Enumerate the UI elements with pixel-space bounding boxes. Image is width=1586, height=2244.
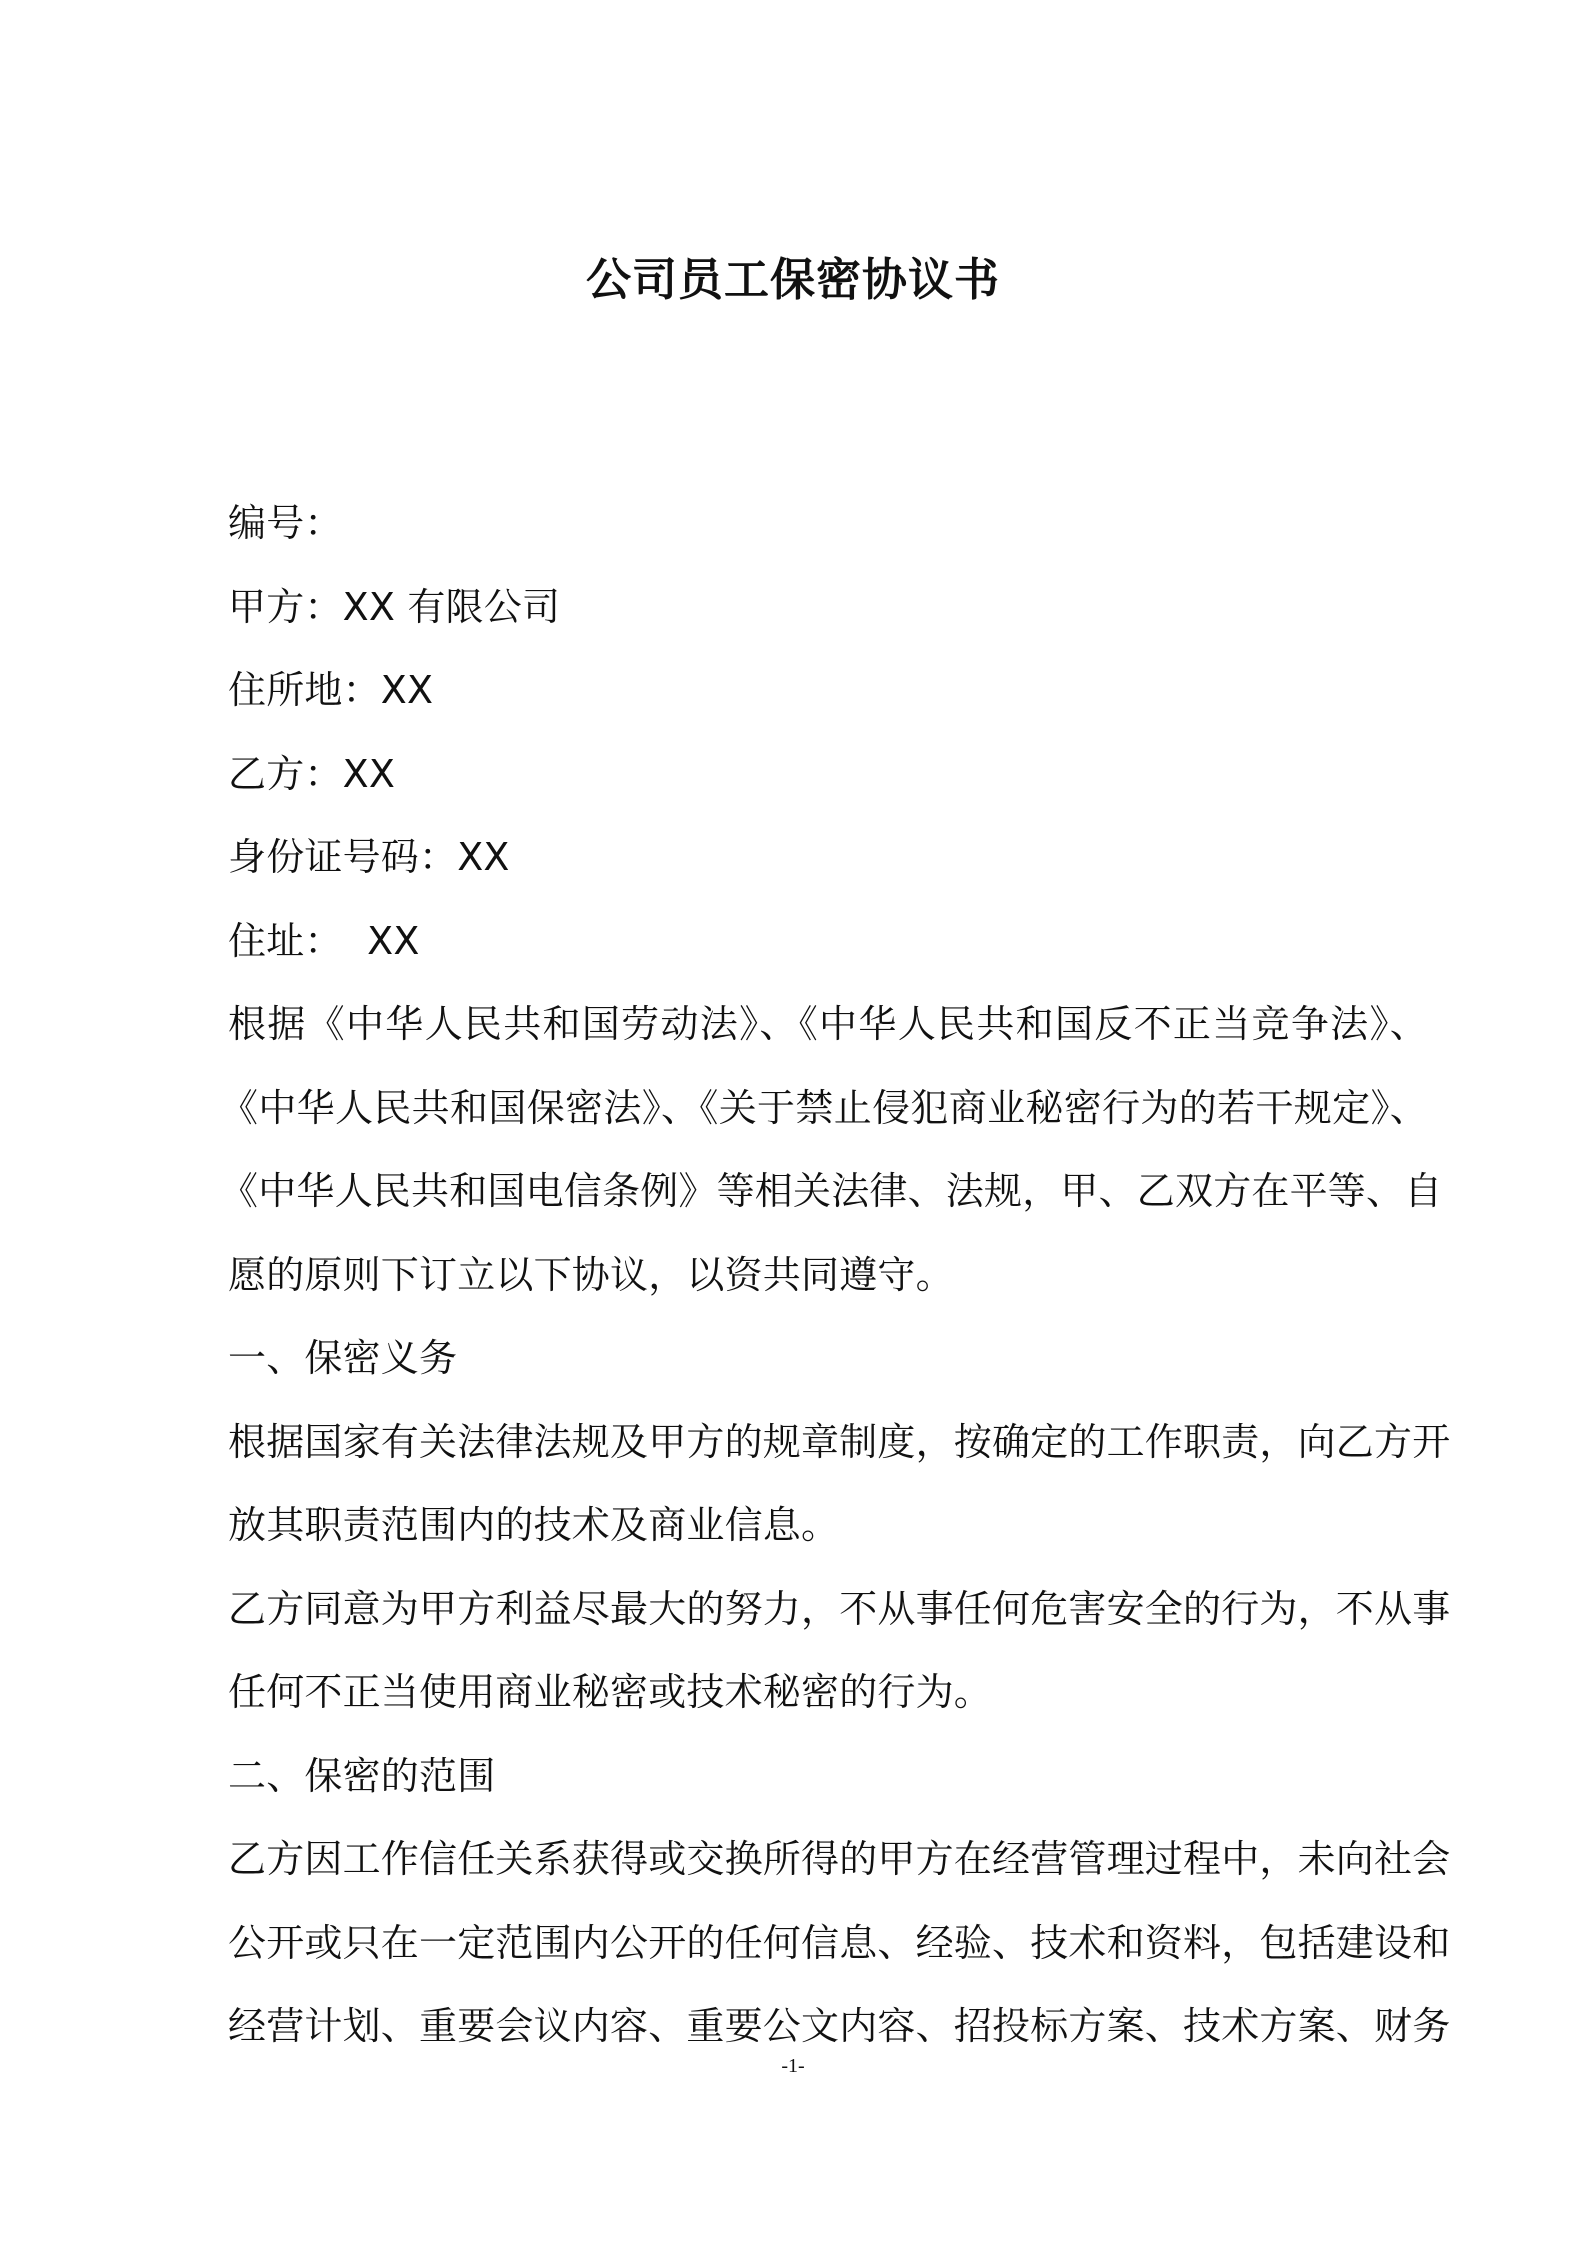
- paragraph-line: 经营计划、重要会议内容、重要公文内容、招投标方案、技术方案、财务: [228, 2004, 1451, 2048]
- paragraph-line: 乙方同意为甲方利益尽最大的努力，不从事任何危害安全的行为，不从事: [228, 1586, 1451, 1631]
- page-number: -1-: [781, 2055, 805, 2077]
- section-confidentiality-obligation: [228, 1317, 1451, 1735]
- header-fields: [228, 482, 1428, 983]
- paragraph-line: 公开或只在一定范围内公开的任何信息、经验、技术和资料，包括建设和: [228, 1920, 1451, 1965]
- paragraph-line: 任何不正当使用商业秘密或技术秘密的行为。: [228, 1670, 993, 1714]
- paragraph-line: 根据国家有关法律法规及甲方的规章制度，按确定的工作职责，向乙方开: [228, 1419, 1451, 1464]
- paragraph-line: 根据《中华人民共和国劳动法》、《中华人民共和国反不正当竞争法》、: [228, 1002, 1428, 1046]
- paragraph-line: 《中华人民共和国电信条例》等相关法律、法规，甲、乙双方在平等、自: [220, 1169, 1443, 1213]
- section-confidentiality-scope: [228, 1735, 1451, 2069]
- section-heading: 一、保密义务: [228, 1336, 458, 1380]
- field-party-b-address: 住址： XX: [228, 918, 420, 963]
- field-party-a: 甲方：XX 有限公司: [228, 584, 561, 629]
- paragraph-line: 乙方因工作信任关系获得或交换所得的甲方在经营管理过程中，未向社会: [228, 1837, 1451, 1881]
- document-title: 公司员工保密协议书: [585, 253, 1000, 306]
- paragraph-line: 放其职责范围内的技术及商业信息。: [228, 1503, 840, 1547]
- field-party-a-address: 住所地：XX: [228, 668, 434, 712]
- preamble-paragraph: [220, 983, 1443, 1317]
- field-party-b: 乙方：XX: [228, 751, 396, 796]
- paragraph-line: 愿的原则下订立以下协议，以资共同遵守。: [228, 1252, 954, 1297]
- field-id-number: 身份证号码：XX: [228, 835, 510, 879]
- paragraph-line: 《中华人民共和国保密法》、《关于禁止侵犯商业秘密行为的若干规定》、: [220, 1085, 1428, 1130]
- section-heading: 二、保密的范围: [228, 1753, 496, 1798]
- field-number: 编号：: [228, 501, 343, 545]
- document-body: [220, 482, 1451, 2069]
